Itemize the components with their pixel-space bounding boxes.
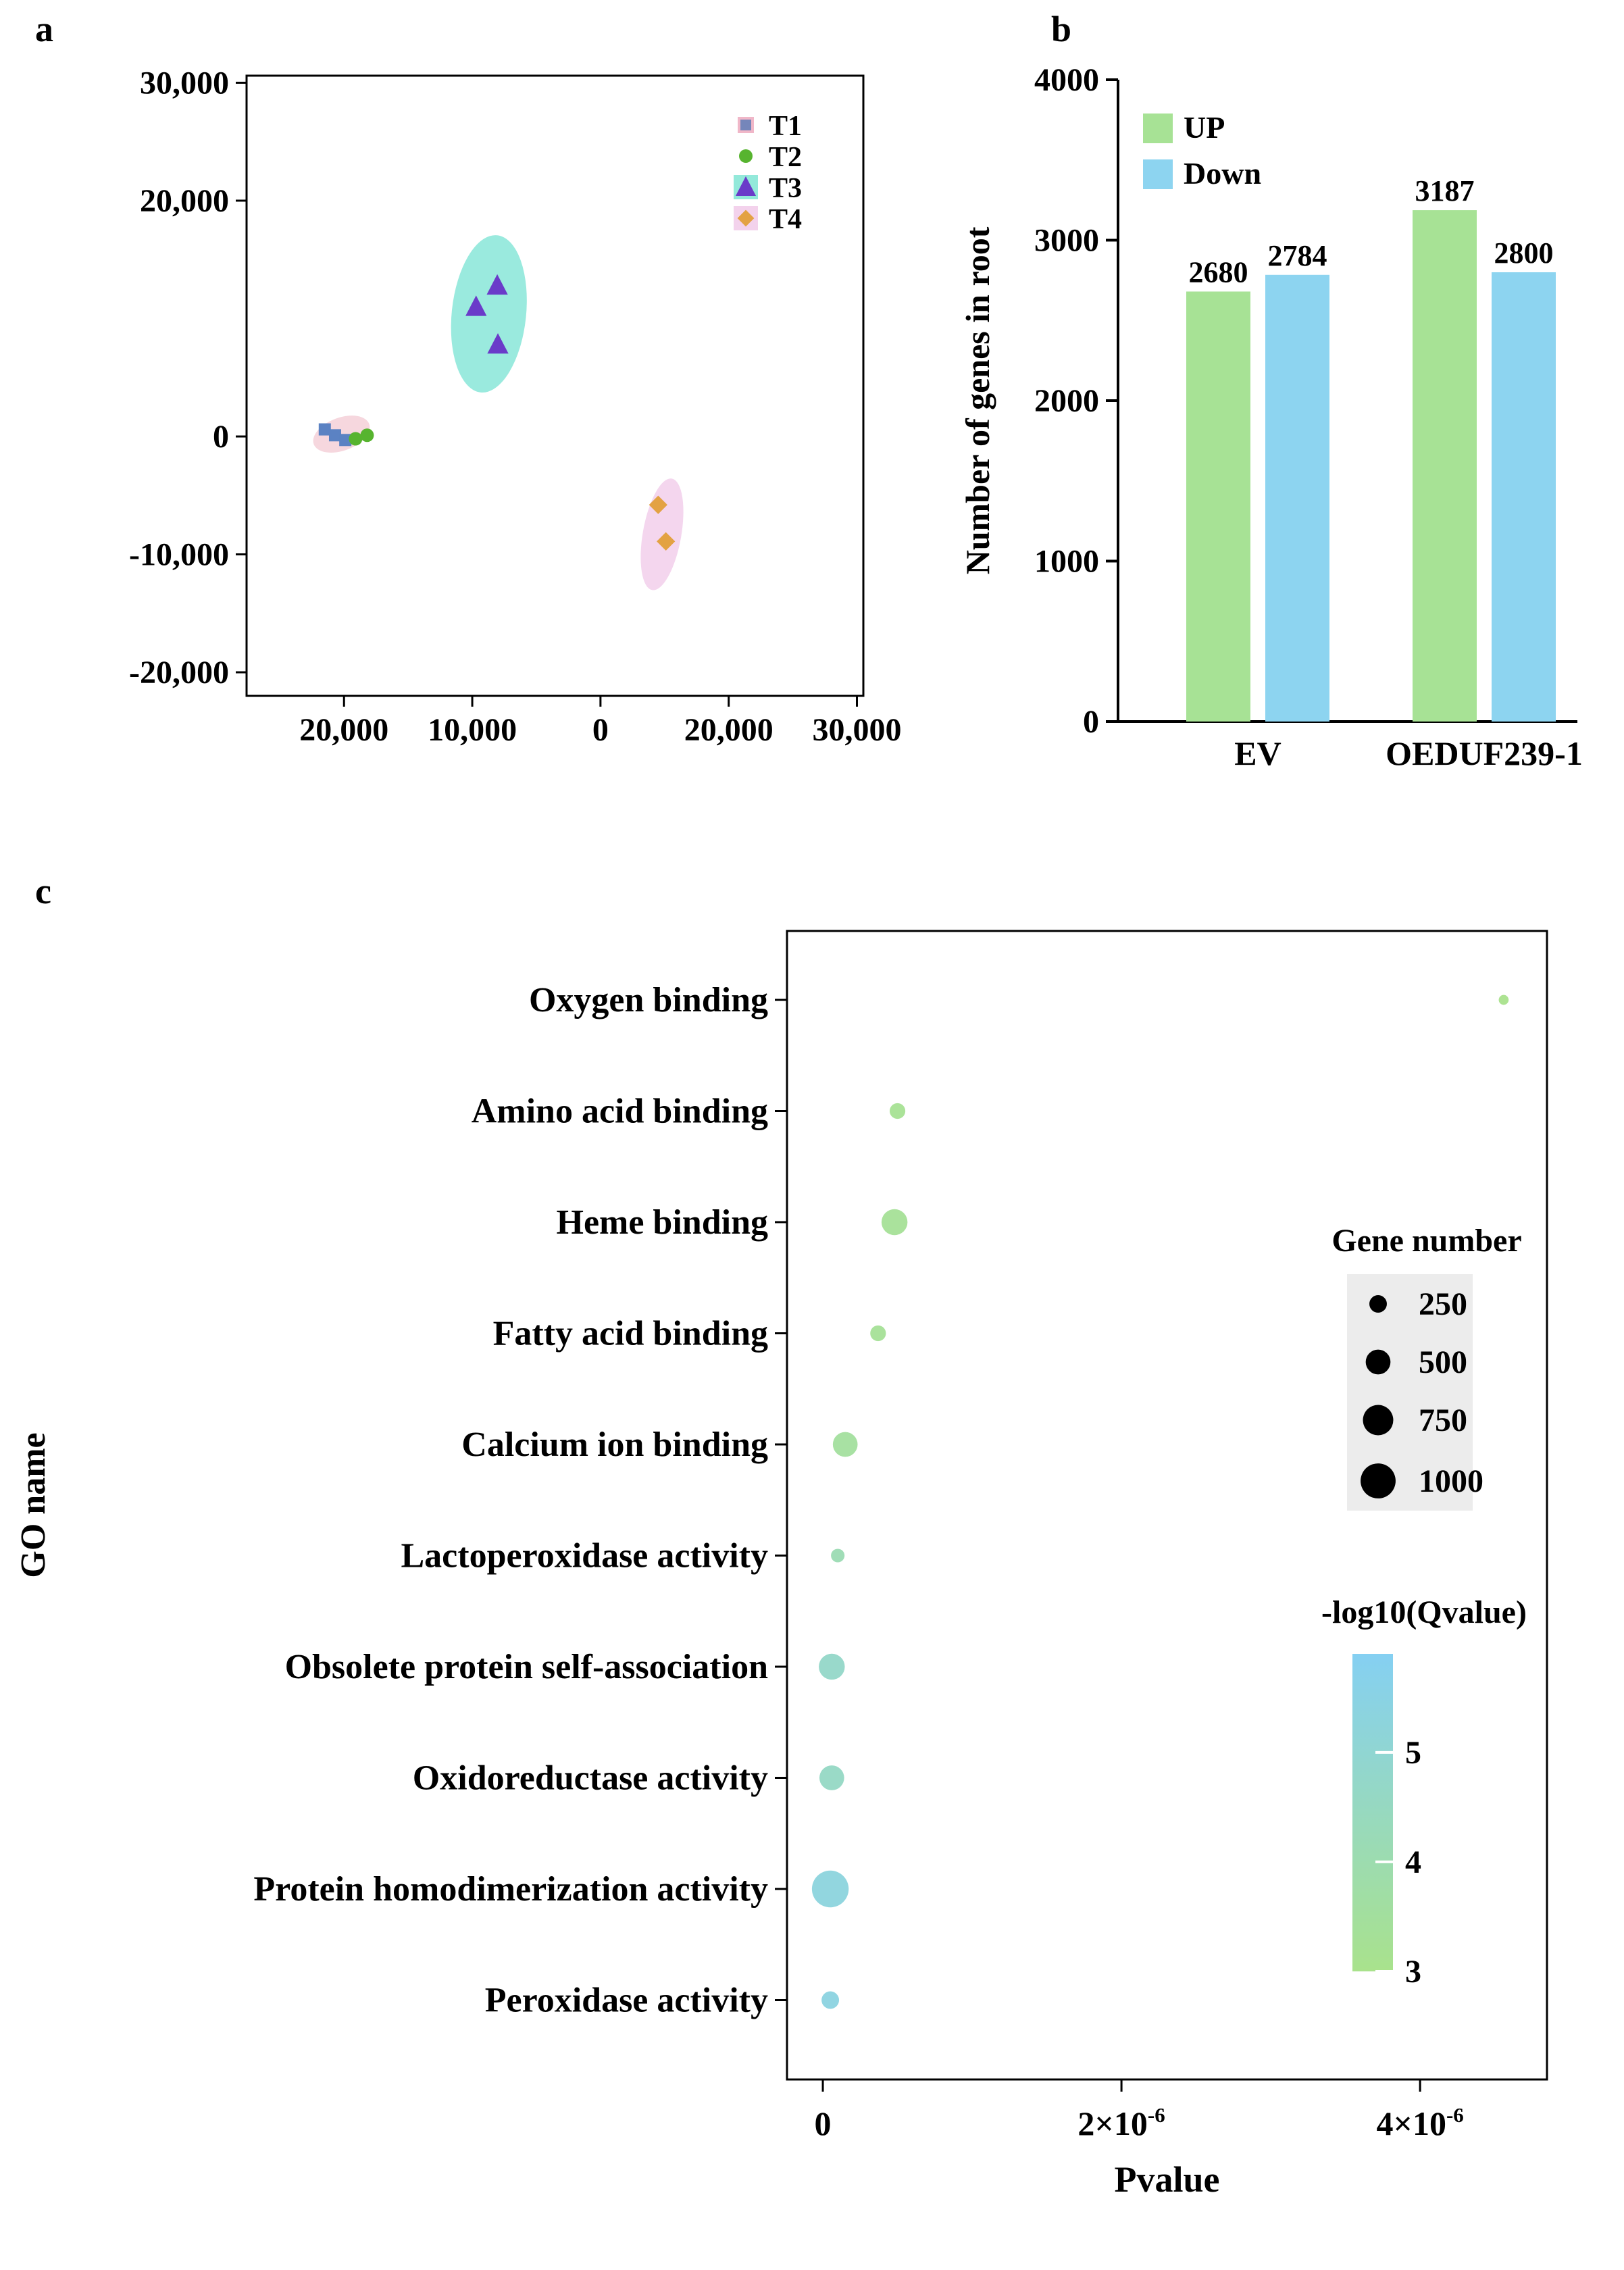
bar-legend-label-UP: UP: [1184, 110, 1225, 145]
y-tick-label: 30,000: [140, 65, 229, 101]
gene-number-legend-title: Gene number: [1331, 1223, 1522, 1259]
cluster-ellipse-T4: [633, 475, 690, 593]
bar-legend-label-Down: Down: [1184, 156, 1262, 191]
y-tick-label: 0: [213, 419, 229, 455]
qvalue-colorbar: [1352, 1654, 1393, 1971]
bubble-calcium-ion-binding: [833, 1432, 858, 1457]
legend-label-T1: T1: [769, 111, 803, 142]
go-category-label: Oxygen binding: [528, 981, 768, 1019]
bubble-oxygen-binding: [1499, 995, 1509, 1005]
bubble-panel-c: [14, 931, 1547, 2200]
legend-label-T3: T3: [769, 173, 803, 204]
go-category-label: Obsolete protein self-association: [284, 1648, 768, 1686]
pvalue-axis-title: Pvalue: [1114, 2159, 1220, 2200]
size-legend-label: 750: [1419, 1403, 1467, 1438]
scatter-point-T2: [360, 428, 374, 442]
bubble-amino-acid-binding: [890, 1103, 905, 1119]
go-category-label: Heme binding: [556, 1203, 768, 1242]
qvalue-tick-label: 5: [1405, 1734, 1421, 1771]
pvalue-tick-label: $2\times 10^{-6}$: [1077, 2103, 1165, 2142]
bar-UP-OEDUF239-1: [1413, 210, 1477, 722]
bubble-obsolete-protein-self-association: [819, 1654, 844, 1680]
qvalue-tick-label: 4: [1405, 1844, 1421, 1880]
bar-value-label: 2800: [1494, 236, 1554, 270]
bubble-peroxidase-activity: [821, 1992, 839, 2009]
size-legend-circle-500: [1366, 1350, 1391, 1375]
bubble-heme-binding: [882, 1209, 907, 1235]
bubble-oxidoreductase-activity: [819, 1765, 844, 1790]
go-category-label: Protein homodimerization activity: [253, 1870, 768, 1909]
size-legend-circle-750: [1363, 1405, 1394, 1436]
panel-b-letter: b: [1051, 9, 1072, 49]
y-tick-label: -20,000: [129, 655, 229, 691]
x-tick-label: 0: [592, 712, 609, 748]
size-legend-label: 1000: [1419, 1463, 1483, 1499]
legend-label-T2: T2: [769, 142, 803, 173]
bubble-protein-homodimerization-activity: [812, 1871, 848, 1907]
bar-value-label: 3187: [1415, 174, 1475, 208]
bar-y-tick-label: 2000: [1034, 383, 1099, 419]
bar-y-tick-label: 0: [1083, 704, 1099, 740]
qvalue-tick-label: 3: [1405, 1954, 1421, 1990]
bubble-lactoperoxidase-activity: [831, 1548, 844, 1562]
panel-a-letter: a: [35, 9, 53, 49]
scatter-point-T2: [349, 432, 362, 446]
go-category-label: Calcium ion binding: [461, 1426, 768, 1464]
size-legend-label: 250: [1419, 1286, 1467, 1322]
bar-panel-b: [959, 62, 1583, 772]
size-legend-circle-1000: [1361, 1463, 1396, 1498]
pvalue-tick-label: $4\times 10^{-6}$: [1376, 2103, 1464, 2142]
go-category-label: Lactoperoxidase activity: [401, 1536, 768, 1575]
go-category-label: Fatty acid binding: [492, 1314, 768, 1353]
bar-y-tick-label: 3000: [1034, 222, 1099, 259]
legend-marker-T1: [739, 118, 753, 132]
bar-legend-swatch-Down: [1143, 159, 1173, 189]
bar-y-tick-label: 4000: [1034, 62, 1099, 98]
bar-y-tick-label: 1000: [1034, 543, 1099, 580]
qvalue-legend-title: -log10(Qvalue): [1321, 1594, 1527, 1630]
go-category-label: Amino acid binding: [471, 1092, 768, 1131]
x-tick-label: 20,000: [684, 712, 773, 748]
bar-legend-swatch-UP: [1143, 114, 1173, 143]
go-name-axis-title: GO name: [14, 1432, 53, 1578]
cluster-ellipse-T3: [444, 231, 534, 396]
y-tick-label: 20,000: [140, 182, 229, 219]
bar-UP-EV: [1186, 292, 1250, 722]
legend-label-T4: T4: [769, 204, 803, 235]
bar-y-axis-title: Number of genes in root: [959, 226, 996, 575]
go-category-label: Oxidoreductase activity: [412, 1759, 768, 1798]
size-legend-circle-250: [1369, 1295, 1387, 1313]
x-tick-label: 20,000: [299, 712, 389, 748]
scatter-panel-a: [129, 65, 901, 748]
x-tick-label: 30,000: [812, 712, 902, 748]
bar-category-label: OEDUF239-1: [1386, 734, 1583, 772]
bar-Down-EV: [1265, 275, 1329, 722]
x-tick-label: 10,000: [428, 712, 517, 748]
legend-marker-T2: [739, 149, 753, 163]
bar-value-label: 2680: [1188, 255, 1248, 289]
go-category-label: Peroxidase activity: [484, 1981, 768, 2020]
bar-value-label: 2784: [1267, 238, 1327, 272]
panel-c-letter: c: [35, 871, 51, 911]
bar-Down-OEDUF239-1: [1492, 272, 1556, 722]
bubble-fatty-acid-binding: [870, 1326, 886, 1341]
size-legend-label: 500: [1419, 1344, 1467, 1380]
y-tick-label: -10,000: [129, 536, 229, 573]
pvalue-tick-label: 0: [814, 2104, 832, 2142]
bar-category-label: EV: [1234, 734, 1282, 772]
